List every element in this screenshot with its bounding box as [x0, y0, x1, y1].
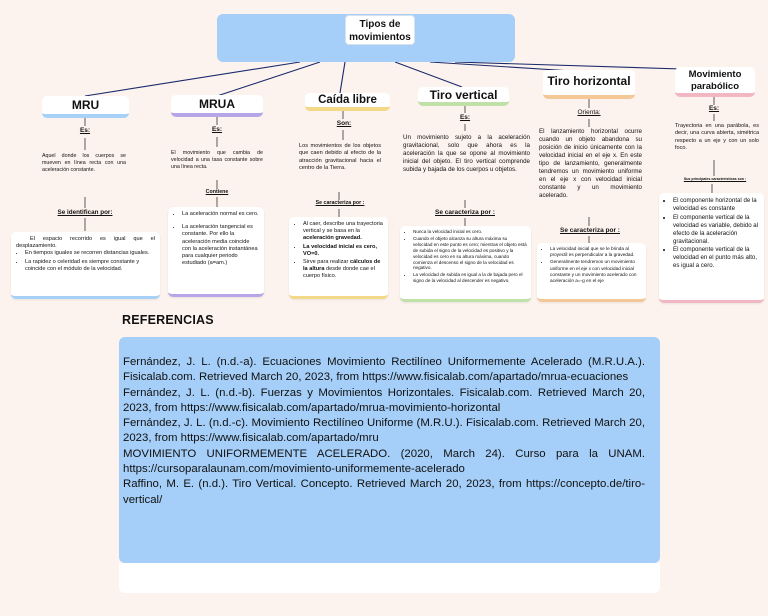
tiro-horizontal-char-label: Se caracteriza por :: [560, 227, 620, 234]
mrua-contains-label: Contiene: [205, 189, 229, 195]
mru-card: [11, 232, 160, 299]
parabolico-definition: Trayectoria en una parábola, es decir, una curva abierta, simétrica respecto a un eje y con un solo foco.: [675, 123, 759, 152]
list-item: • En tiempos iguales se recorren distancias iguales.: [25, 250, 155, 257]
mru-identify-intro: El espacio recorrido es igual que el desplazamiento.: [16, 236, 155, 250]
tiro-vertical-title: Tiro vertical: [418, 87, 509, 106]
root-title: Tipos de movimientos: [345, 15, 415, 45]
references-box: [119, 337, 660, 563]
list-item: • La aceleración tangencial es constante. Por ello la aceleración media coincide con la aceleración instantánea para cualquier periodo estudiado (a=am.): [182, 224, 259, 267]
list-item: • Generalmente tendremos un movimiento uniforme en el eje x con velocidad inicial constante y un movimiento acelerado con aceleración a=-g en el eje: [550, 259, 642, 284]
tiro-vertical-char-label: Se caracteriza por :: [435, 209, 495, 216]
list-item: • Cuando el objeto alcanza su altura máxima su velocidad en este punto es cero; mientras el objeto está de subida el signo de la velocidad es positivo y la velocidad es cero en su altura máxima, cuando comienza el descenso el signo de la velocidad es negativo.: [413, 236, 527, 271]
list-item: • La velocidad inicial que se le brinda al proyectil es perpendicular a la gravedad.: [550, 246, 642, 258]
mrua-card: [168, 207, 264, 297]
reference-item: Fernández, J. L. (n.d.-a). Ecuaciones Movimiento Rectilíneo Uniformemente Acelerado (M.R.U.A.). Fisicalab.com. Retrieved March 20, 2023, from https://www.fisicalab.com/apartado/mrua-ecuaciones: [123, 356, 645, 384]
list-item: • El componente vertical de la velocidad en el punto más alto, es igual a cero.: [673, 246, 759, 270]
references-title: REFERENCIAS: [122, 313, 214, 327]
list-item: • Al caer, describe una trayectoria vertical y se basa en la aceleración gravedad.: [303, 221, 383, 243]
tiro-horizontal-card: [537, 243, 646, 302]
mrua-list: [173, 211, 259, 267]
mru-es-label: Es:: [79, 127, 91, 134]
list-item: • La velocidad inicial es cero, VO=0.: [303, 244, 383, 258]
list-item: • La velocidad de subida es igual a la de bajada pero el signo de la velocidad al descender es negativo.: [413, 272, 527, 284]
reference-item: Fernández, J. L. (n.d.-b). Fuerzas y Movimientos Horizontales. Fisicalab.com. Retrieved March 20, 2023, from https://www.fisicalab.com/apartado/mrua-movimiento-horizontal: [123, 386, 645, 414]
caida-son-label: Son:: [336, 120, 352, 127]
mrua-definition: El movimiento que cambia de velocidad a una tasa constante sobre una línea recta.: [171, 150, 263, 171]
list-item: • La rapidez o celeridad es siempre constante y coincide con el módulo de la velocidad.: [25, 259, 155, 273]
references-list: [123, 355, 645, 508]
tiro-vertical-definition: Un movimiento sujeto a la aceleración gravitacional, solo que ahora es la aceleración la que se opone al movimiento inicial del objeto. El tiro vertical comprende subida y bajada de los cuerpos u objetos.: [403, 134, 530, 173]
parabolico-char-label: Sus principales características son :: [683, 177, 747, 181]
tiro-vertical-card: [400, 226, 531, 302]
list-item: • La aceleración normal es cero.: [182, 211, 259, 218]
tiro-horizontal-title: Tiro horizontal: [543, 70, 635, 99]
tiro-horizontal-list: [541, 246, 642, 284]
list-item: • Sirve para realizar cálculos de la altura desde donde cae el cuerpo físico.: [303, 259, 383, 281]
tiro-horizontal-definition: El lanzamiento horizontal ocurre cuando un objeto abandona su posición de inicio únicamente con la velocidad inicial en el eje x. En este tipo de lanzamiento, generalmente tendremos un movimiento uniforme en el eje x con velocidad inicial constante y un movimiento acelerado.: [539, 128, 642, 199]
list-item: • Nunca la velocidad inicial es cero.: [413, 229, 527, 235]
parabolico-es-label: Es:: [708, 105, 720, 112]
mru-identify-label: Se identifican por:: [57, 209, 113, 216]
mru-title: MRU: [42, 96, 129, 118]
reference-item: Raffino, M. E. (n.d.). Tiro Vertical. Concepto. Retrieved March 20, 2023, from https://concepto.de/tiro-vertical/: [123, 478, 645, 506]
tiro-vertical-es-label: Es:: [459, 114, 471, 121]
mru-list: [16, 250, 155, 273]
list-item: • El componente vertical de la velocidad es variable, debido al efecto de la aceleración gravitacional.: [673, 214, 759, 246]
parabolico-list: [664, 197, 759, 270]
caida-char-label: Se caracteriza por :: [315, 200, 365, 206]
parabolico-title: Movimiento parabólico: [675, 67, 755, 97]
mru-definition: Aquel donde los cuerpos se mueven en línea recta con una aceleración constante.: [42, 153, 126, 173]
references-footer-panel: [119, 563, 660, 593]
caida-list: [294, 221, 383, 281]
reference-item: Fernández, J. L. (n.d.-c). Movimiento Rectilíneo Uniforme (M.R.U.). Fisicalab.com. Retrieved March 20, 2023, from https://www.fisicalab.com/apartado/mru: [123, 417, 645, 445]
root-node: [217, 14, 515, 62]
tiro-horizontal-orienta-label: Orienta:: [577, 109, 601, 116]
mrua-es-label: Es:: [211, 126, 223, 133]
list-item: • El componente horizontal de la velocidad es constante: [673, 197, 759, 213]
tiro-vertical-list: [404, 229, 527, 284]
caida-title: Caída libre: [305, 93, 390, 111]
parabolico-card: [659, 193, 764, 303]
mrua-title: MRUA: [171, 95, 263, 117]
reference-item: MOVIMIENTO UNIFORMEMENTE ACELERADO. (2020, March 24). Curso para la UNAM. https://cursoparalaunam.com/movimiento-uniformemente-acelerado: [123, 447, 645, 476]
caida-definition: Los movimientos de los objetos que caen debido al efecto de la atracción gravitacional hacia el centro de la Tierra.: [299, 143, 381, 172]
caida-card: [289, 217, 388, 299]
